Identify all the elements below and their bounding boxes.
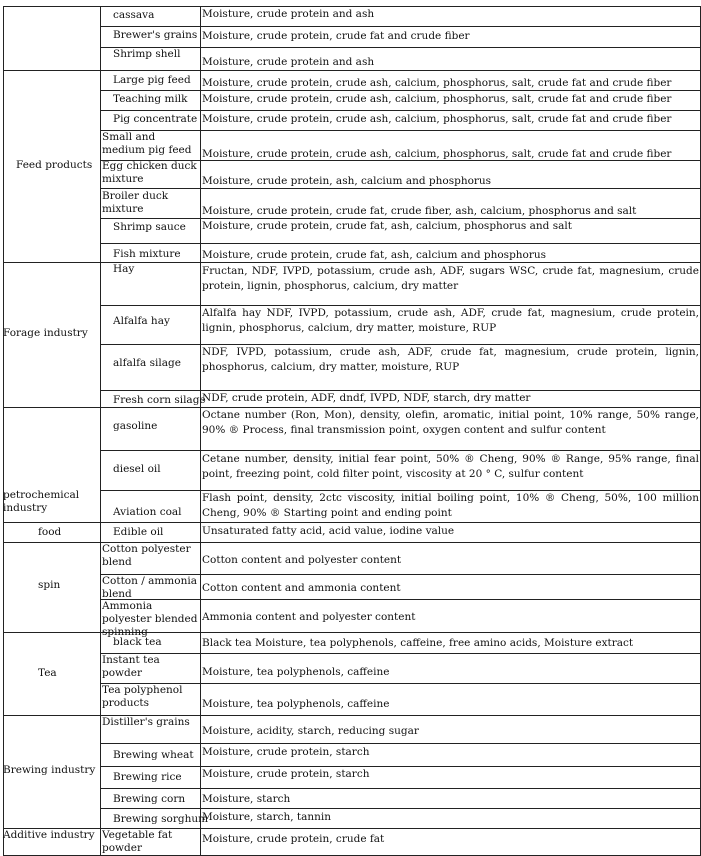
parameters-cell: Moisture, crude protein, crude fat and crude fiber [202,30,470,42]
item-cell: Instant tea powder [102,654,160,679]
item-cell: Alfalfa hay [113,315,170,327]
item-cell: Egg chicken duck mixture [102,160,197,185]
category-label: Tea [38,667,57,679]
parameters-cell: Moisture, starch [202,793,291,805]
parameters-cell: Moisture, crude protein, starch [202,768,370,780]
parameters-cell: Cotton content and ammonia content [202,582,401,594]
item-cell: Broiler duck mixture [102,190,169,215]
item-cell: alfalfa silage [113,357,181,369]
row-divider [100,743,701,744]
category-label: spin [38,579,61,591]
parameters-cell: Moisture, crude protein, crude fat, ash, calcium and phosphorus [202,249,547,261]
category-label: Feed products [16,159,93,171]
item-cell: Brewing corn [113,793,186,805]
item-cell: Tea polyphenol products [102,684,183,709]
row-divider [100,110,701,111]
item-cell: Fish mixture [113,248,181,260]
parameters-cell: Moisture, crude protein, crude ash, calcium, phosphorus, salt, crude fat and crude fiber [202,77,672,89]
parameters-cell: Moisture, crude protein, crude ash, calcium, phosphorus, salt, crude fat and crude fiber [202,148,672,160]
parameters-cell: Moisture, tea polyphenols, caffeine [202,698,390,710]
parameters-cell: Moisture, acidity, starch, reducing sugar [202,725,419,737]
parameters-cell: Alfalfa hay NDF, IVPD, potassium, crude ash, ADF, crude fat, magnesium, crude protein, lignin, phosphorus, calcium, dry matter, moisture, RUP [202,307,699,334]
item-cell: Brewer's grains [113,29,198,41]
item-cell: Brewing sorghum [113,813,209,825]
row-divider [3,70,701,71]
item-cell: Shrimp shell [113,48,181,60]
parameters-cell: Ammonia content and polyester content [202,611,416,623]
row-divider [3,522,701,523]
item-cell: cassava [113,9,155,21]
parameters-cell: Moisture, crude protein, crude ash, calcium, phosphorus, salt, crude fat and crude fiber [202,113,672,125]
parameters-cell: Moisture, crude protein and ash [202,8,375,20]
category-label: Brewing industry [3,764,96,776]
item-cell: Large pig feed [113,74,191,86]
parameters-cell: NDF, crude protein, ADF, dndf, IVPD, NDF, starch, dry matter [202,392,531,404]
category-label: petrochemical industry [3,489,80,514]
item-cell: Teaching milk [113,93,188,105]
parameters-cell: Moisture, crude protein, crude fat, crude fiber, ash, calcium, phosphorus and salt [202,205,637,217]
item-cell: Fresh corn silage [113,394,206,406]
parameters-cell: Moisture, tea polyphenols, caffeine [202,666,390,678]
item-cell: Edible oil [113,526,164,538]
parameters-cell: Cetane number, density, initial fear point, 50% ® Cheng, 90% ® Range, 95% range, final point, freezing point, cold filter point, viscosity at 20 ° C, sulfur content [202,453,699,480]
category-label: Forage industry [3,327,88,339]
parameters-cell: NDF, IVPD, potassium, crude ash, ADF, crude fat, magnesium, crude protein, lignin, phosphorus, calcium, dry matter, moisture, RUP [202,346,699,373]
parameters-cell: Moisture, crude protein, crude fat [202,833,385,845]
parameters-cell: Moisture, crude protein, ash, calcium and phosphorus [202,175,492,187]
column-divider [3,6,4,856]
column-divider [100,6,101,856]
row-divider [100,26,701,27]
row-divider [100,243,701,244]
item-cell: Small and medium pig feed [102,131,192,156]
parameters-cell: Moisture, crude protein, starch [202,746,370,758]
row-divider [100,808,701,809]
item-cell: black tea [113,636,162,648]
item-cell: Brewing rice [113,771,182,783]
parameters-cell: Moisture, crude protein, crude fat, ash, calcium, phosphorus and salt [202,220,572,232]
item-cell: Distiller's grains [102,716,190,728]
item-cell: Cotton / ammonia blend [102,575,197,600]
row-divider [100,788,701,789]
item-cell: gasoline [113,420,158,432]
item-cell: Ammonia polyester blended spinning [102,600,198,638]
item-cell: Brewing wheat [113,749,194,761]
parameters-cell: Black tea Moisture, tea polyphenols, caffeine, free amino acids, Moisture extract [202,637,634,649]
parameters-cell: Cotton content and polyester content [202,554,402,566]
parameters-cell: Unsaturated fatty acid, acid value, iodine value [202,525,455,537]
item-cell: Pig concentrate [113,113,198,125]
item-cell: Vegetable fat powder [102,829,173,854]
item-cell: diesel oil [113,463,161,475]
parameters-cell: Octane number (Ron, Mon), density, olefin, aromatic, initial point, 10% range, 50% range, 90% ® Process, final transmission point, oxygen content and sulfur content [202,409,699,436]
parameters-cell: Moisture, crude protein, crude ash, calcium, phosphorus, salt, crude fat and crude fiber [202,93,672,105]
row-divider [100,450,701,451]
parameters-cell: Flash point, density, 2ctc viscosity, initial boiling point, 10% ® Cheng, 50%, 100 million Cheng, 90% ® Starting point and ending point [202,492,699,519]
item-cell: Shrimp sauce [113,221,186,233]
category-label: Additive industry [3,829,95,841]
parameters-cell: Moisture, crude protein and ash [202,56,375,68]
item-cell: Cotton polyester blend [102,543,191,568]
item-cell: Aviation coal [113,506,182,518]
parameters-cell: Moisture, starch, tannin [202,811,332,823]
category-label: food [38,526,62,538]
parameters-cell: Fructan, NDF, IVPD, potassium, crude ash, ADF, sugars WSC, crude fat, magnesium, crude protein, lignin, phosphorus, calcium, dry matter [202,265,699,292]
item-cell: Hay [113,263,135,275]
